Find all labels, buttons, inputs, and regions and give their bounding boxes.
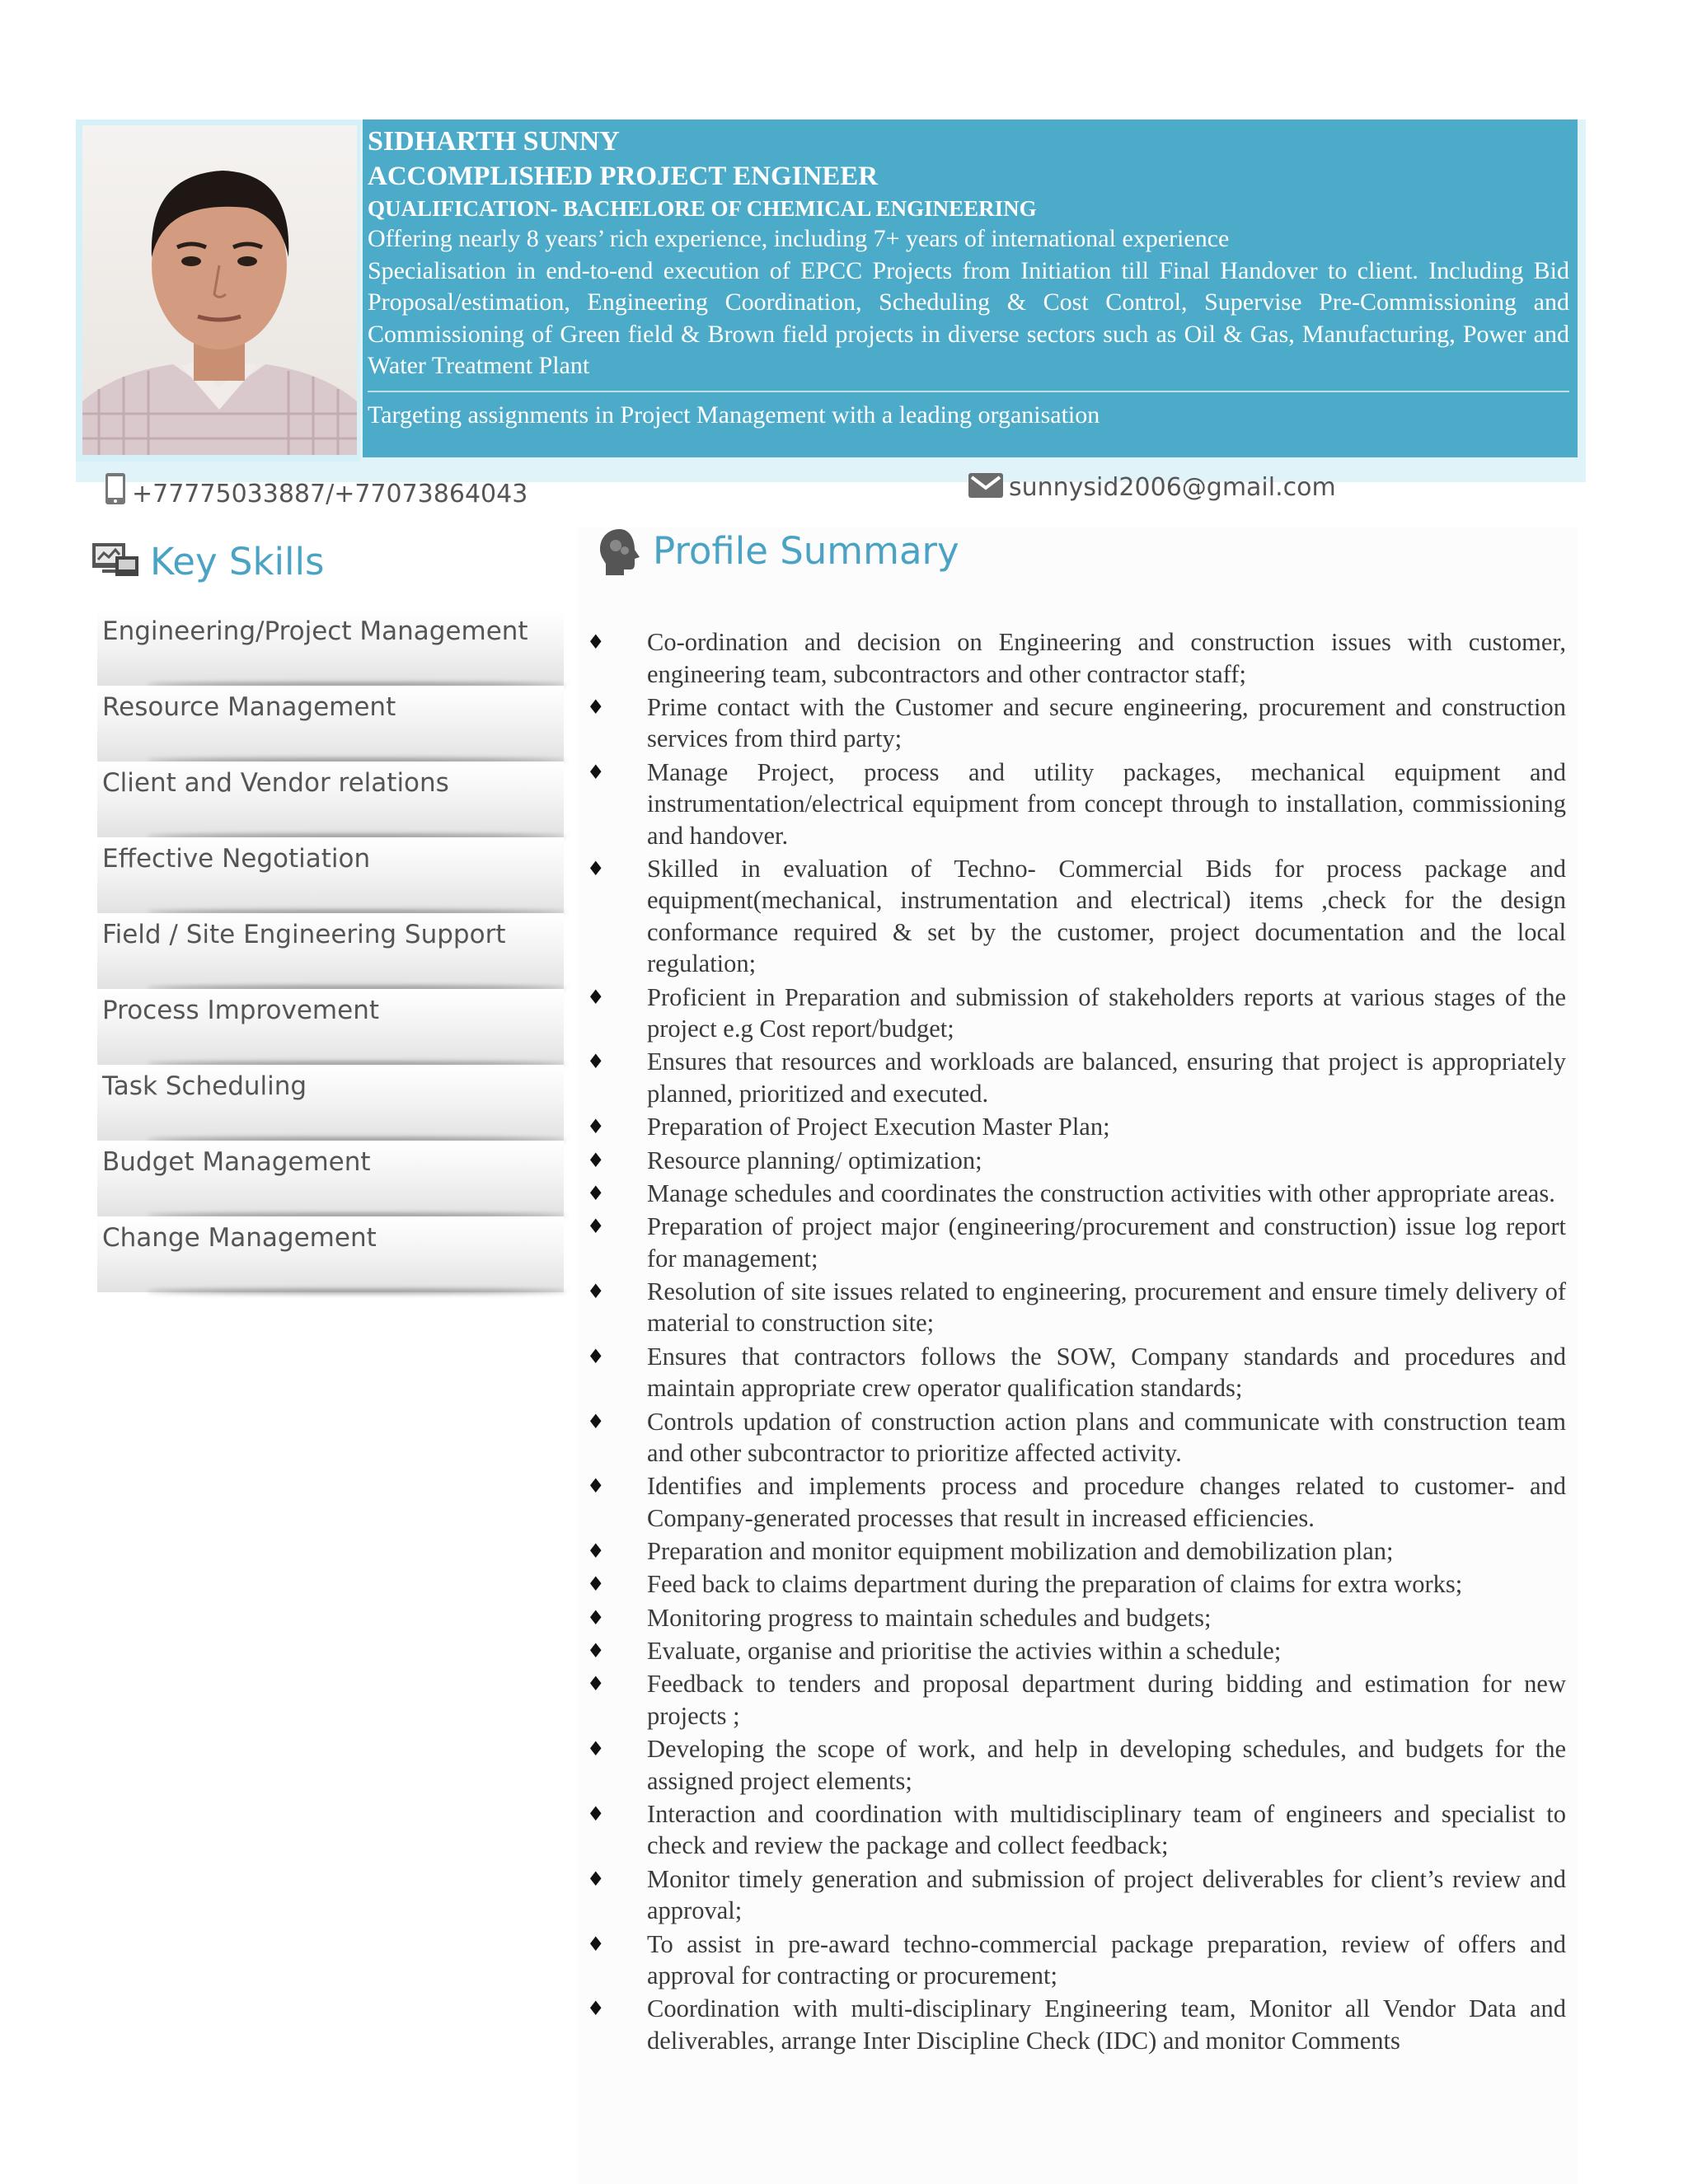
diamond-bullet-icon: ♦ xyxy=(587,1997,605,2021)
summary-item: ♦ Ensures that resources and workloads are balanced, ensuring that project is appropriately planned, prioritized and executed. xyxy=(587,1047,1566,1108)
key-skills-title: Key Skills xyxy=(150,540,325,583)
banner-tail xyxy=(1385,457,1578,479)
summary-item: ♦ Identifies and implements process and procedure changes related to customer- and Company-generated processes that result in increased efficiencies. xyxy=(587,1472,1566,1532)
diamond-bullet-icon: ♦ xyxy=(587,760,605,784)
summary-item: ♦ Co-ordination and decision on Engineering and construction issues with customer, engineering team, subcontractors and other contractor staff; xyxy=(587,628,1566,688)
summary-item: ♦ Feed back to claims department during the preparation of claims for extra works; xyxy=(577,1568,1566,1601)
diamond-bullet-icon: ♦ xyxy=(587,1672,605,1696)
diamond-bullet-icon: ♦ xyxy=(587,630,605,654)
experience-line: Offering nearly 8 years’ rich experience, including 7+ years of international experience xyxy=(368,225,1230,252)
diamond-bullet-icon: ♦ xyxy=(587,1050,605,1074)
skill-item: Effective Negotiation xyxy=(97,837,564,913)
summary-item: ♦ Preparation of Project Execution Master Plan; xyxy=(577,1111,1566,1143)
envelope-icon xyxy=(968,472,1004,499)
diamond-bullet-icon: ♦ xyxy=(587,1115,605,1139)
summary-item: ♦ Resource planning/ optimization; xyxy=(577,1145,1566,1177)
skill-item: Process Improvement xyxy=(97,989,564,1065)
skill-item: Change Management xyxy=(97,1216,564,1292)
summary-item: ♦ Coordination with multi-disciplinary Engineering team, Monitor all Vendor Data and deliverables, arrange Inter Discipline Check (IDC) and monitor Comments xyxy=(587,1994,1566,2055)
summary-item: ♦ Ensures that contractors follows the SOW, Company standards and procedures and maintain appropriate crew operator qualification standards; xyxy=(587,1342,1566,1403)
summary-item: ♦ Manage Project, process and utility packages, mechanical equipment and instrumentation/electrical equipment from concept through to installation, commissioning and handover. xyxy=(587,757,1566,850)
summary-item: ♦ To assist in pre-award techno-commercial package preparation, review of offers and approval for contracting or procurement; xyxy=(587,1929,1566,1990)
summary-item: ♦ Skilled in evaluation of Techno- Commercial Bids for process package and equipment(mechanical, instrumentation and electrical) items ,check for the design conformance required & set by the customer, project documentation and the local regulation; xyxy=(587,854,1566,978)
diamond-bullet-icon: ♦ xyxy=(587,1639,605,1663)
qualification: QUALIFICATION- BACHELORE OF CHEMICAL ENGINEERING xyxy=(368,196,1037,221)
summary-item: ♦ Monitor timely generation and submission of project deliverables for client’s review and approval; xyxy=(587,1864,1566,1925)
diamond-bullet-icon: ♦ xyxy=(587,1737,605,1761)
candidate-title: ACCOMPLISHED PROJECT ENGINEER xyxy=(368,162,879,191)
head-profile-icon xyxy=(598,527,642,579)
summary-item: ♦ Proficient in Preparation and submission of stakeholders reports at various stages of the project e.g Cost report/budget; xyxy=(587,982,1566,1043)
computer-skills-icon xyxy=(91,540,140,581)
diamond-bullet-icon: ♦ xyxy=(587,1279,605,1303)
skills-list xyxy=(97,610,564,1292)
summary-item: ♦ Preparation of project major (engineering/procurement and construction) issue log report for management; xyxy=(587,1212,1566,1272)
phone-number[interactable]: +77775033887/+77073864043 xyxy=(132,480,528,509)
diamond-bullet-icon: ♦ xyxy=(587,1474,605,1498)
diamond-bullet-icon: ♦ xyxy=(587,1932,605,1956)
profile-summary-title: Profile Summary xyxy=(653,529,959,573)
profile-photo xyxy=(82,125,357,455)
profile-summary-list xyxy=(577,626,1566,2058)
candidate-name: SIDHARTH SUNNY xyxy=(368,126,620,157)
summary-item: ♦ Monitoring progress to maintain schedules and budgets; xyxy=(577,1602,1566,1634)
person-photo-icon xyxy=(82,125,357,455)
summary-item: ♦ Resolution of site issues related to engineering, procurement and ensure timely delivery of material to construction site; xyxy=(587,1277,1566,1338)
diamond-bullet-icon: ♦ xyxy=(587,1605,605,1629)
career-target: Targeting assignments in Project Management with a leading organisation xyxy=(368,401,1100,429)
phone-contact xyxy=(104,472,528,509)
specialisation: Specialisation in end-to-end execution of EPCC Projects from Initiation till Final Handover to client. Including Bid Proposal/estimation, Engineering Coordination, Scheduling & Cost Control, Supervise Pre-Commissioning and Commissioning of Green field & Brown field projects in diverse sectors such as Oil & Gas, Manufacturing, Power and Water Treatment Plant xyxy=(368,256,1569,379)
diamond-bullet-icon: ♦ xyxy=(587,856,605,880)
summary-item: ♦ Controls updation of construction action plans and communicate with construction team and other subcontractor to prioritize affected activity. xyxy=(587,1407,1566,1468)
diamond-bullet-icon: ♦ xyxy=(587,1802,605,1825)
summary-item: ♦ Evaluate, organise and prioritise the activies within a schedule; xyxy=(577,1635,1566,1667)
skill-item: Field / Site Engineering Support xyxy=(97,913,564,989)
diamond-bullet-icon: ♦ xyxy=(587,1409,605,1433)
summary-item: ♦ Manage schedules and coordinates the construction activities with other appropriate areas. xyxy=(577,1178,1566,1210)
header-banner xyxy=(363,120,1578,457)
skill-item: Client and Vendor relations xyxy=(97,762,564,837)
skill-item: Engineering/Project Management xyxy=(97,610,564,686)
banner-divider xyxy=(368,391,1569,392)
diamond-bullet-icon: ♦ xyxy=(587,1148,605,1172)
diamond-bullet-icon: ♦ xyxy=(587,1215,605,1239)
diamond-bullet-icon: ♦ xyxy=(587,1572,605,1596)
diamond-bullet-icon: ♦ xyxy=(587,695,605,719)
mobile-phone-icon xyxy=(104,472,127,505)
skill-item: Task Scheduling xyxy=(97,1065,564,1141)
diamond-bullet-icon: ♦ xyxy=(587,1181,605,1205)
diamond-bullet-icon: ♦ xyxy=(587,985,605,1009)
diamond-bullet-icon: ♦ xyxy=(587,1344,605,1368)
summary-item: ♦ Developing the scope of work, and help in developing schedules, and budgets for the assigned project elements; xyxy=(587,1735,1566,1795)
email-address[interactable]: sunnysid2006@gmail.com xyxy=(1009,473,1336,502)
skill-item: Budget Management xyxy=(97,1141,564,1216)
diamond-bullet-icon: ♦ xyxy=(587,1867,605,1891)
summary-item: ♦ Feedback to tenders and proposal department during bidding and estimation for new projects ; xyxy=(587,1670,1566,1730)
skill-item: Resource Management xyxy=(97,686,564,762)
summary-item: ♦ Preparation and monitor equipment mobilization and demobilization plan; xyxy=(577,1535,1566,1568)
diamond-bullet-icon: ♦ xyxy=(587,1540,605,1563)
summary-item: ♦ Interaction and coordination with multidisciplinary team of engineers and specialist to check and review the package and collect feedback; xyxy=(587,1799,1566,1860)
summary-item: ♦ Prime contact with the Customer and secure engineering, procurement and construction services from third party; xyxy=(587,692,1566,753)
email-contact xyxy=(968,472,1336,502)
